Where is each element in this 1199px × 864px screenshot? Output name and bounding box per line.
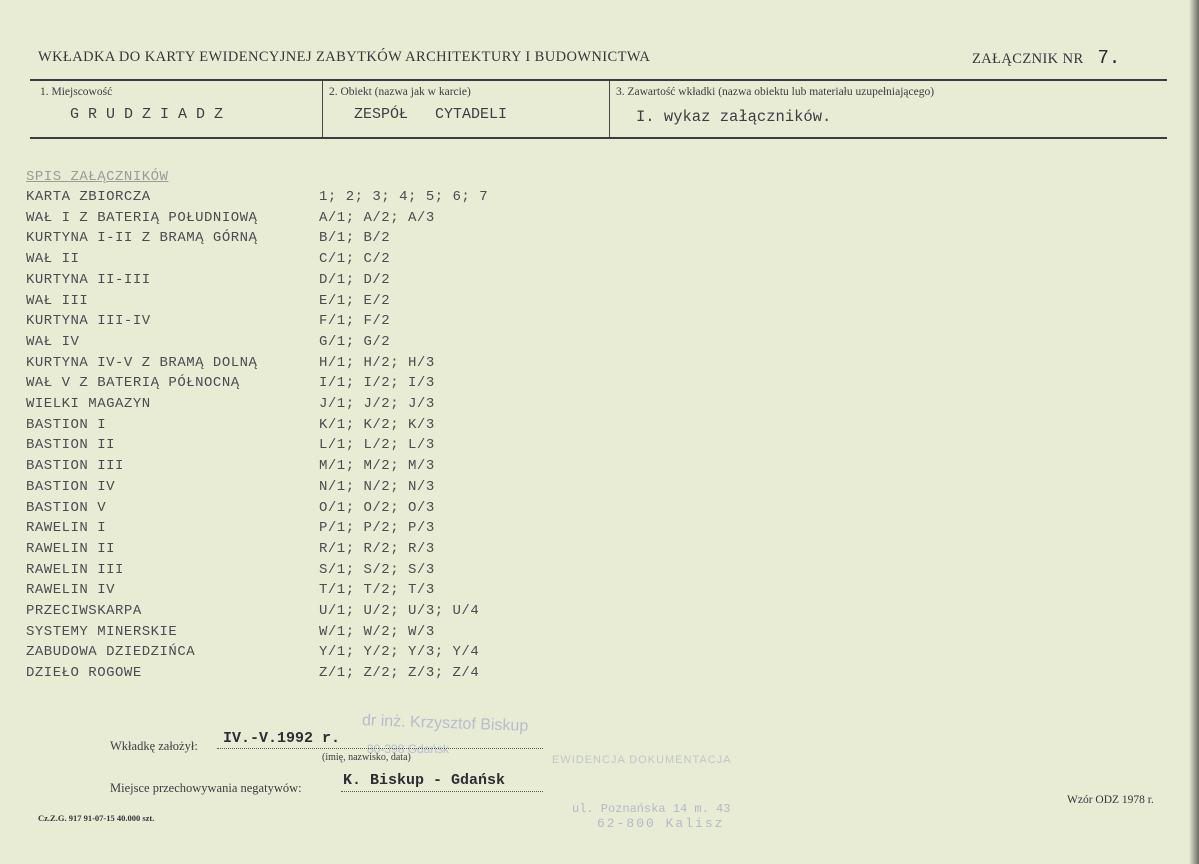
item-name: WAŁ I Z BATERIĄ POŁUDNIOWĄ xyxy=(26,209,258,226)
item-name: BASTION I xyxy=(26,416,107,433)
top-rule xyxy=(30,79,1167,81)
created-by-hint: (imię, nazwisko, data) xyxy=(322,752,411,763)
item-codes: N/1; N/2; N/3 xyxy=(319,478,435,495)
item-codes: L/1; L/2; L/3 xyxy=(319,437,435,454)
author-stamp-address: 80-398 Gdańsk xyxy=(367,742,450,756)
item-name: KURTYNA II-III xyxy=(26,271,151,288)
item-codes: O/1; O/2; O/3 xyxy=(319,499,435,516)
attachment-label: ZAŁĄCZNIK NR xyxy=(972,51,1084,67)
item-codes: F/1; F/2 xyxy=(319,313,391,330)
attachment-number: 7. xyxy=(1097,47,1121,69)
item-name: SYSTEMY MINERSKIE xyxy=(26,623,178,640)
item-name: KURTYNA IV-V Z BRAMĄ DOLNĄ xyxy=(26,354,258,371)
item-name: RAWELIN III xyxy=(26,561,124,578)
item-codes: Z/1; Z/2; Z/3; Z/4 xyxy=(319,665,480,682)
item-codes: U/1; U/2; U/3; U/4 xyxy=(319,603,480,619)
created-by-label: Wkładkę założył: xyxy=(110,739,198,753)
item-codes: H/1; H/2; H/3 xyxy=(319,354,435,371)
archive-stamp-address: ul. Poznańska 14 m. 43 xyxy=(572,802,731,816)
item-name: WAŁ II xyxy=(26,251,80,268)
negatives-label: Miejsce przechowywania negatywów: xyxy=(110,781,302,795)
item-name: KURTYNA III-IV xyxy=(26,313,151,330)
item-name: WAŁ V Z BATERIĄ PÓŁNOCNĄ xyxy=(26,375,240,392)
archive-stamp: EWIDENCJA DOKUMENTACJA xyxy=(552,754,732,766)
item-name: KURTYNA I-II Z BRAMĄ GÓRNĄ xyxy=(26,230,258,247)
print-code: Cz.Z.G. 917 91-07-15 40.000 szt. xyxy=(38,813,155,823)
object-value: ZESPÓŁ CYTADELI xyxy=(354,106,508,123)
item-name: WIELKI MAGAZYN xyxy=(26,396,151,412)
item-name: RAWELIN I xyxy=(26,520,107,537)
item-codes: E/1; E/2 xyxy=(319,292,391,309)
field-divider xyxy=(322,81,323,137)
item-codes: 1; 2; 3; 4; 5; 6; 7 xyxy=(319,189,489,205)
author-stamp: dr inż. Krzysztof Biskup xyxy=(361,712,529,735)
page-edge-shadow xyxy=(1189,0,1199,864)
item-codes: T/1; T/2; T/3 xyxy=(319,582,435,599)
item-codes: W/1; W/2; W/3 xyxy=(319,623,435,640)
item-codes: R/1; R/2; R/3 xyxy=(319,540,435,557)
item-name: PRZECIWSKARPA xyxy=(26,603,142,619)
item-name: RAWELIN IV xyxy=(26,582,116,599)
location-label: 1. Miejscowość xyxy=(40,86,113,98)
item-codes: K/1; K/2; K/3 xyxy=(319,416,435,433)
negatives-line xyxy=(341,791,543,792)
item-codes: G/1; G/2 xyxy=(319,333,391,350)
item-name: BASTION III xyxy=(26,458,124,475)
item-codes: S/1; S/2; S/3 xyxy=(319,561,435,578)
item-name: ZABUDOWA DZIEDZIŃCA xyxy=(26,644,196,661)
content-label: 3. Zawartość wkładki (nazwa obiektu lub materiału uzupełniającego) xyxy=(616,86,935,98)
item-codes: B/1; B/2 xyxy=(319,230,391,247)
field-divider xyxy=(609,81,610,137)
location-value: G R U D Z I A D Z xyxy=(70,106,224,123)
archive-stamp-city: 62-800 Kalisz xyxy=(597,816,725,831)
item-name: WAŁ IV xyxy=(26,333,80,350)
form-title: WKŁADKA DO KARTY EWIDENCYJNEJ ZABYTKÓW ARCHITEKTURY I BUDOWNICTWA xyxy=(38,49,651,65)
item-codes: M/1; M/2; M/3 xyxy=(319,458,435,475)
item-name: DZIEŁO ROGOWE xyxy=(26,665,142,682)
item-codes: Y/1; Y/2; Y/3; Y/4 xyxy=(319,644,480,661)
object-label: 2. Obiekt (nazwa jak w karcie) xyxy=(329,86,471,98)
item-codes: I/1; I/2; I/3 xyxy=(319,375,435,392)
item-codes: P/1; P/2; P/3 xyxy=(319,520,435,537)
item-codes: A/1; A/2; A/3 xyxy=(319,209,435,226)
created-by-line xyxy=(217,748,543,749)
item-name: KARTA ZBIORCZA xyxy=(26,189,151,205)
item-name: WAŁ III xyxy=(26,292,89,309)
item-codes: D/1; D/2 xyxy=(319,271,391,288)
created-by-value: IV.-V.1992 r. xyxy=(223,730,341,747)
item-codes: C/1; C/2 xyxy=(319,251,391,268)
content-value: I. wykaz załączników. xyxy=(636,108,832,126)
item-name: BASTION IV xyxy=(26,478,116,495)
item-name: BASTION II xyxy=(26,437,116,454)
item-codes: J/1; J/2; J/3 xyxy=(319,396,435,412)
negatives-value: K. Biskup - Gdańsk xyxy=(343,772,506,789)
attachment-number-block xyxy=(972,47,1120,69)
item-name: BASTION V xyxy=(26,499,107,516)
archive-stamp-block xyxy=(552,770,772,830)
list-heading: SPIS ZAŁĄCZNIKÓW xyxy=(26,169,169,185)
bottom-rule xyxy=(30,137,1167,139)
item-name: RAWELIN II xyxy=(26,540,116,557)
form-model: Wzór ODZ 1978 r. xyxy=(1067,794,1154,806)
